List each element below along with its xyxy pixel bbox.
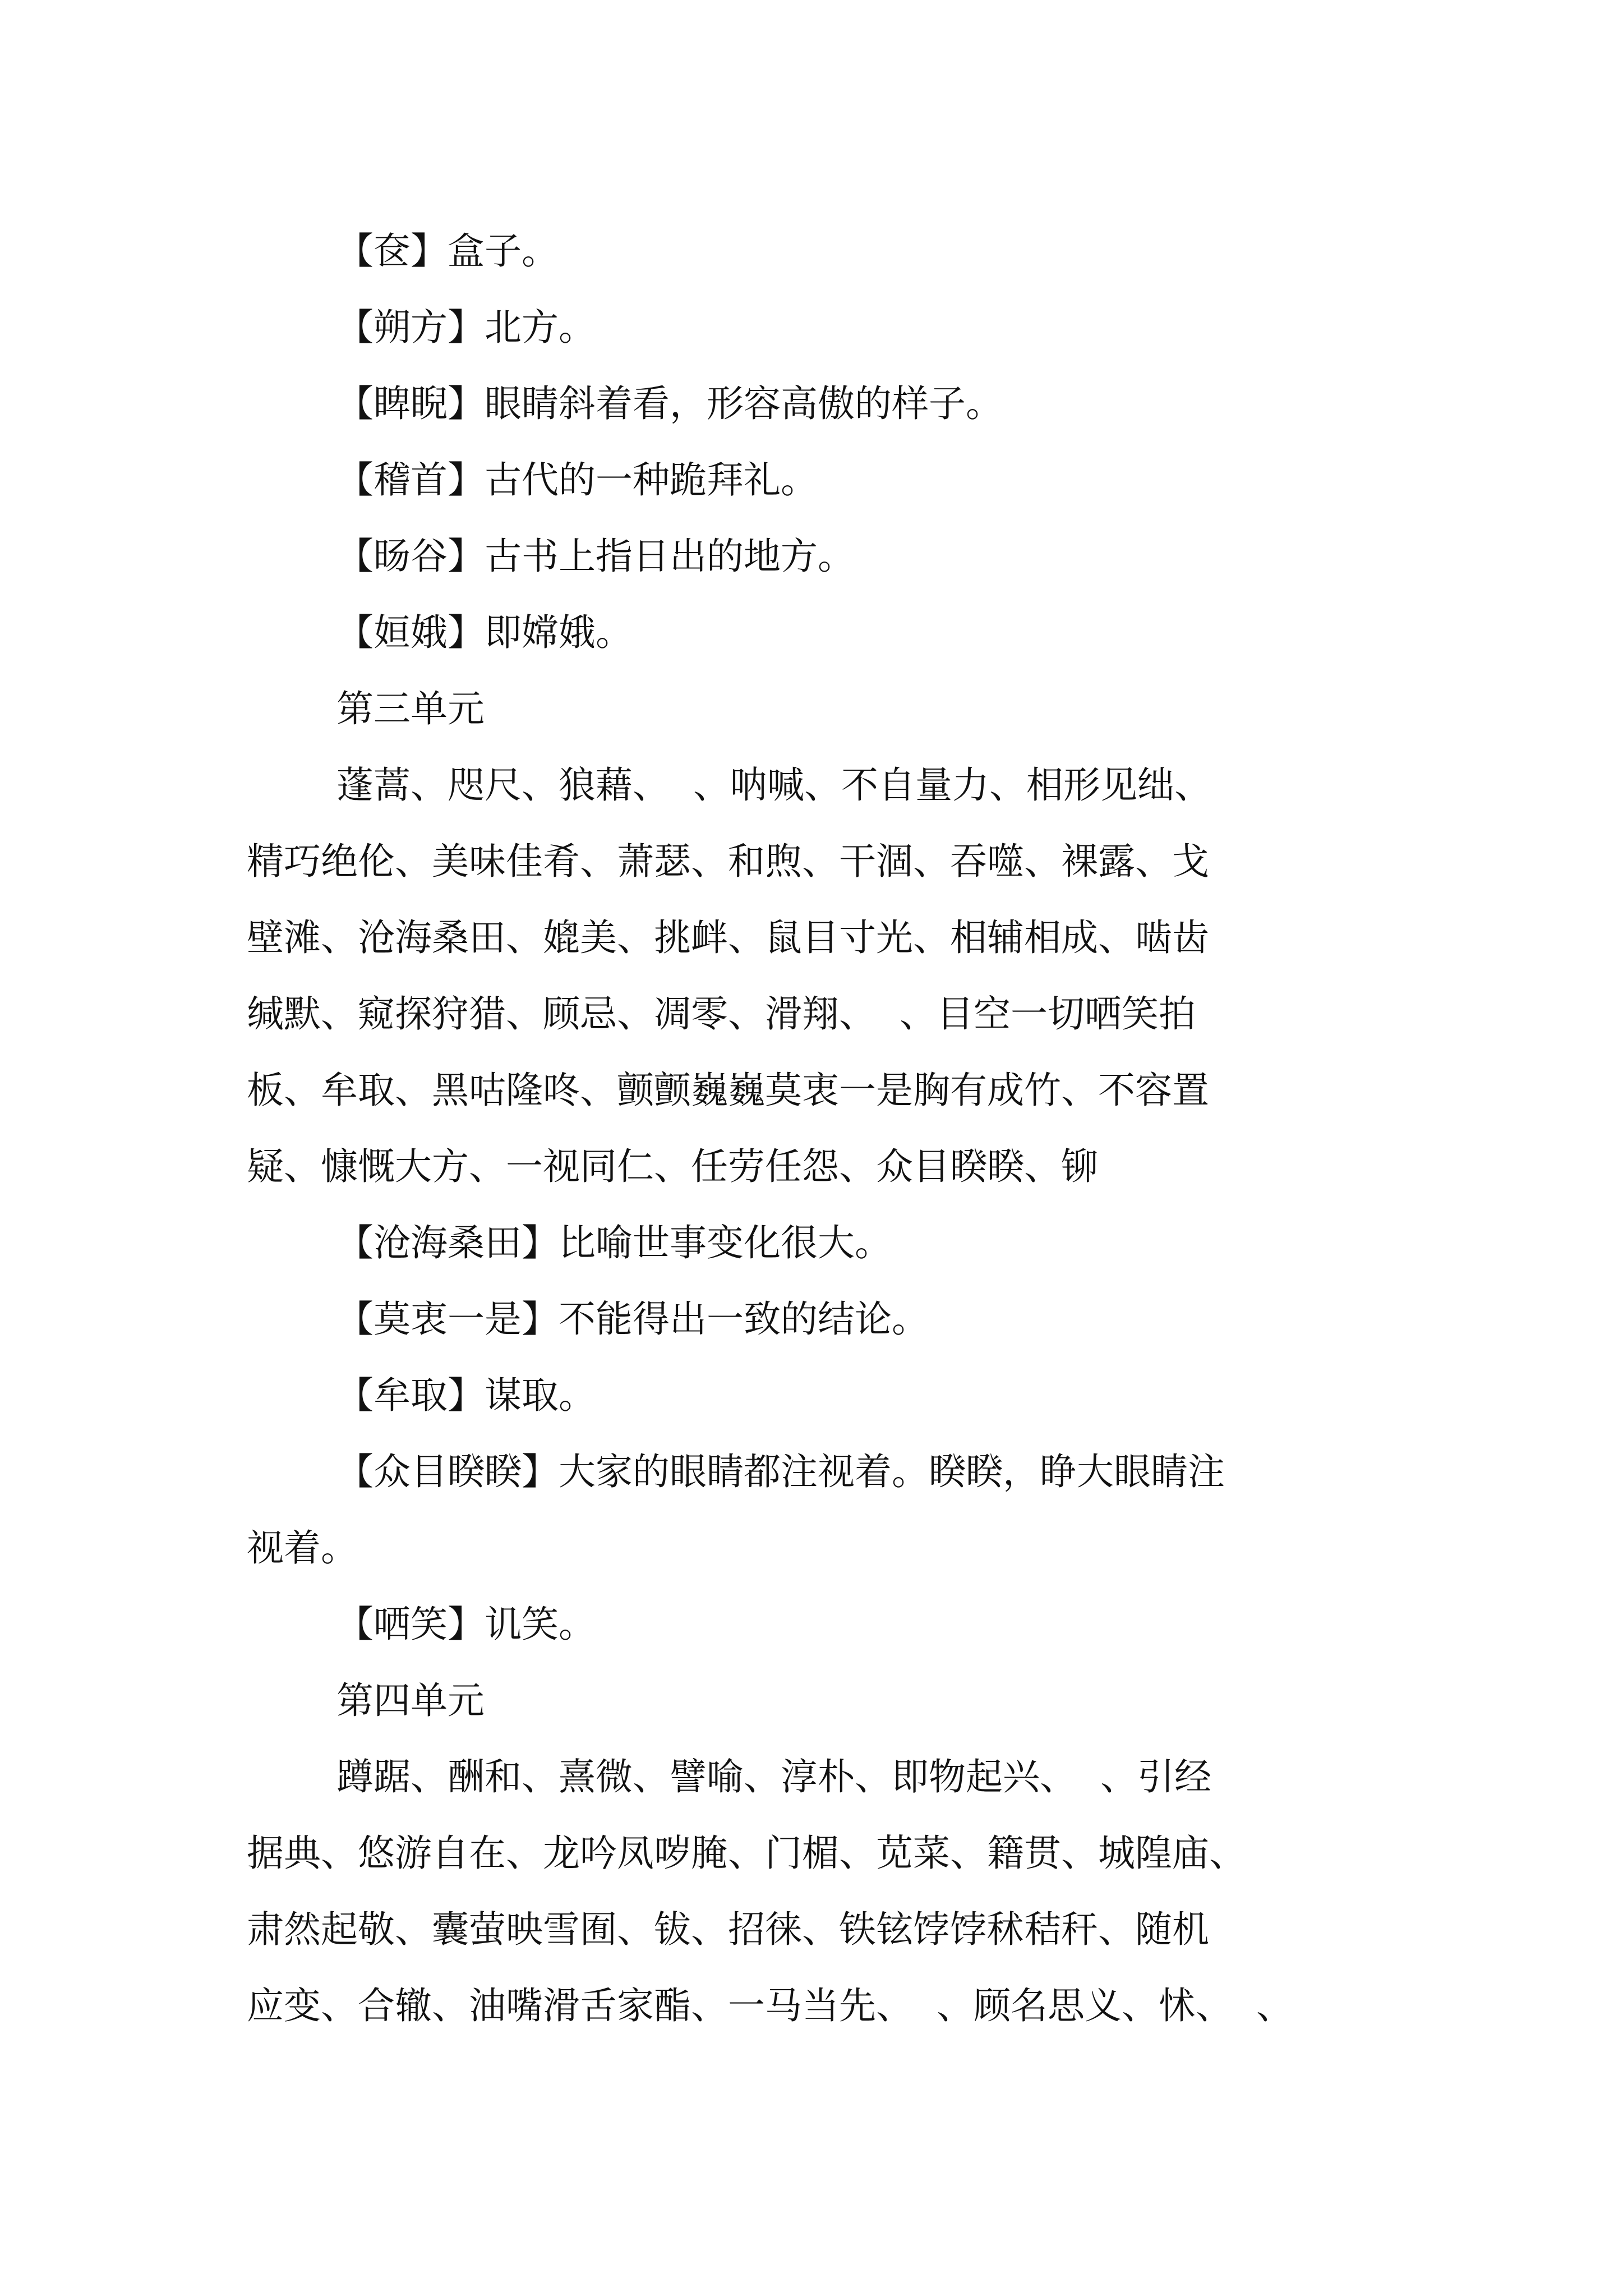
definition-shuofang: 【朔方】北方。: [336, 306, 596, 349]
definition-zhongmukuikui-continued: 视着。: [247, 1526, 358, 1570]
definition-mouqu: 【牟取】谋取。: [336, 1374, 596, 1417]
definition-lian: 【奁】盒子。: [336, 229, 559, 273]
definition-shenxiao: 【哂笑】讥笑。: [336, 1603, 596, 1646]
definition-canghaisangtian: 【沧海桑田】比喻世事变化很大。: [336, 1221, 892, 1264]
definition-zhongmukuikui: 【众目睽睽】大家的眼睛都注视着。睽睽，睁大眼睛注: [336, 1450, 1225, 1493]
vocab-paragraph-line: 应变、合辙、油嘴滑舌家酯、一马当先、 、顾名思义、怵、 、: [247, 1984, 1293, 2027]
definition-henge: 【姮娥】即嫦娥。: [336, 611, 633, 654]
vocab-paragraph-line: 缄默、窥探狩猎、顾忌、凋零、滑翔、 、目空一切哂笑拍: [247, 992, 1196, 1036]
vocab-paragraph-line: 蓬蒿、咫尺、狼藉、 、呐喊、不自量力、相形见绌、: [336, 763, 1211, 807]
vocab-paragraph-line: 蹲踞、酬和、熹微、譬喻、淳朴、即物起兴、 、引经: [336, 1755, 1211, 1798]
vocab-paragraph-line: 壁滩、沧海桑田、媲美、挑衅、鼠目寸光、相辅相成、啮齿: [247, 916, 1209, 959]
vocab-paragraph-line: 板、牟取、黑咕隆咚、颤颤巍巍莫衷一是胸有成竹、不容置: [247, 1069, 1209, 1112]
section-heading-unit-3: 第三单元: [336, 687, 485, 730]
vocab-paragraph-line: 精巧绝伦、美味佳肴、萧瑟、和煦、干涸、吞噬、裸露、戈: [247, 840, 1209, 883]
definition-yanggu: 【旸谷】古书上指日出的地方。: [336, 535, 855, 578]
document-body: [247, 213, 1385, 2044]
vocab-paragraph-line: 据典、悠游自在、龙吟凤哕腌、门楣、苋菜、籍贯、城隍庙、: [247, 1832, 1246, 1875]
definition-qishou: 【稽首】古代的一种跪拜礼。: [336, 458, 818, 501]
section-heading-unit-4: 第四单元: [336, 1679, 485, 1722]
vocab-paragraph-line: 疑、慷慨大方、一视同仁、任劳任怨、众目睽睽、铆: [247, 1145, 1098, 1188]
definition-pini: 【睥睨】眼睛斜着看，形容高傲的样子。: [336, 382, 1003, 425]
definition-mozhongyishi: 【莫衷一是】不能得出一致的结论。: [336, 1297, 929, 1341]
vocab-paragraph-line: 肃然起敬、囊萤映雪囿、钹、招徕、铁铉饽饽秫秸秆、随机: [247, 1908, 1209, 1951]
